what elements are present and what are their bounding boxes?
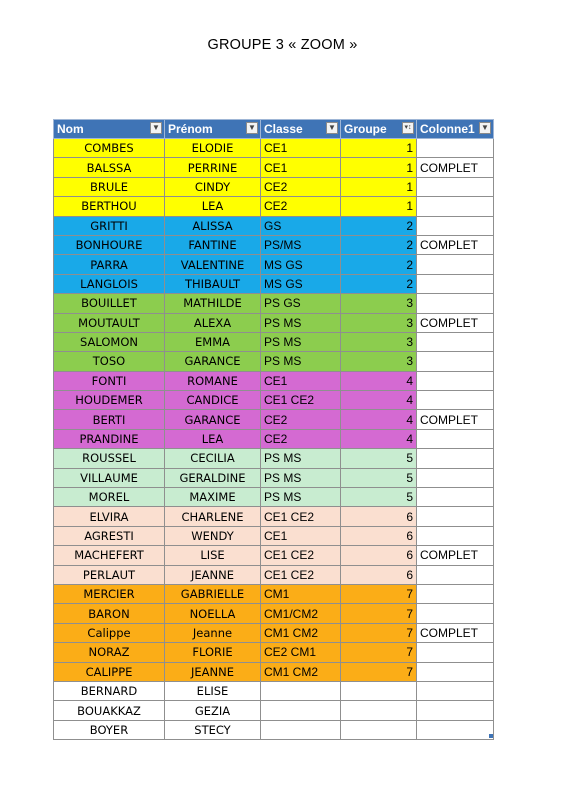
cell-col5[interactable] [417, 584, 494, 603]
cell-col5[interactable] [417, 526, 494, 545]
cell-prenom[interactable]: VALENTINE [165, 255, 261, 274]
cell-groupe[interactable]: 3 [341, 294, 417, 313]
cell-prenom[interactable]: GABRIELLE [165, 584, 261, 603]
cell-groupe[interactable]: 6 [341, 565, 417, 584]
cell-classe[interactable]: MS GS [261, 274, 341, 293]
cell-col5[interactable] [417, 332, 494, 351]
table-row [54, 488, 494, 507]
cell-classe[interactable]: PS GS [261, 294, 341, 313]
cell-classe[interactable] [261, 701, 341, 720]
table-row [54, 158, 494, 177]
table-row [54, 177, 494, 196]
cell-classe[interactable]: PS MS [261, 352, 341, 371]
cell-prenom[interactable]: WENDY [165, 526, 261, 545]
table-row [54, 391, 494, 410]
cell-groupe[interactable]: 5 [341, 488, 417, 507]
cell-groupe[interactable]: 7 [341, 604, 417, 623]
cell-nom[interactable]: PRANDINE [54, 429, 165, 448]
cell-classe[interactable] [261, 720, 341, 739]
cell-prenom[interactable]: CECILIA [165, 449, 261, 468]
table-row [54, 139, 494, 158]
cell-groupe[interactable]: 6 [341, 546, 417, 565]
cell-prenom[interactable]: JEANNE [165, 565, 261, 584]
cell-nom[interactable]: BALSSA [54, 158, 165, 177]
cell-classe[interactable]: PS MS [261, 468, 341, 487]
table-row [54, 662, 494, 681]
cell-classe[interactable]: CE2 CM1 [261, 643, 341, 662]
cell-col5[interactable]: COMPLET [417, 235, 494, 254]
table-row [54, 235, 494, 254]
filter-dropdown-icon[interactable]: ▼ [326, 122, 338, 134]
cell-col5[interactable] [417, 468, 494, 487]
cell-prenom[interactable]: ALISSA [165, 216, 261, 235]
cell-prenom[interactable]: ROMANE [165, 371, 261, 390]
table-row [54, 681, 494, 700]
cell-classe[interactable]: GS [261, 216, 341, 235]
cell-prenom[interactable]: STECY [165, 720, 261, 739]
cell-classe[interactable]: CE1 [261, 526, 341, 545]
cell-prenom[interactable]: CHARLENE [165, 507, 261, 526]
cell-col5[interactable] [417, 255, 494, 274]
cell-nom[interactable]: LANGLOIS [54, 274, 165, 293]
spreadsheet-table [53, 119, 494, 740]
cell-groupe[interactable]: 2 [341, 235, 417, 254]
cell-nom[interactable]: BERNARD [54, 681, 165, 700]
table-row [54, 701, 494, 720]
table-row [54, 332, 494, 351]
cell-prenom[interactable]: LISE [165, 546, 261, 565]
cell-prenom[interactable]: JEANNE [165, 662, 261, 681]
cell-groupe[interactable]: 3 [341, 352, 417, 371]
cell-nom[interactable]: ELVIRA [54, 507, 165, 526]
cell-nom[interactable]: BOUILLET [54, 294, 165, 313]
cell-classe[interactable]: CE2 [261, 177, 341, 196]
header-label: Prénom [168, 122, 213, 136]
table-row [54, 313, 494, 332]
cell-prenom[interactable]: ELODIE [165, 139, 261, 158]
cell-groupe[interactable]: 1 [341, 158, 417, 177]
cell-classe[interactable]: CM1 CM2 [261, 623, 341, 642]
cell-col5[interactable] [417, 701, 494, 720]
table-row [54, 526, 494, 545]
cell-nom[interactable]: TOSO [54, 352, 165, 371]
header-label: Colonne1 [420, 122, 475, 136]
table-row [54, 371, 494, 390]
cell-nom[interactable]: GRITTI [54, 216, 165, 235]
cell-prenom[interactable]: MATHILDE [165, 294, 261, 313]
table-row [54, 584, 494, 603]
cell-col5[interactable] [417, 662, 494, 681]
cell-nom[interactable]: AGRESTI [54, 526, 165, 545]
cell-groupe[interactable] [341, 720, 417, 739]
cell-prenom[interactable]: MAXIME [165, 488, 261, 507]
cell-groupe[interactable]: 7 [341, 643, 417, 662]
cell-groupe[interactable]: 2 [341, 216, 417, 235]
cell-prenom[interactable]: FANTINE [165, 235, 261, 254]
cell-col5[interactable] [417, 139, 494, 158]
cell-groupe[interactable]: 7 [341, 584, 417, 603]
header-groupe [341, 120, 417, 139]
cell-groupe[interactable]: 2 [341, 255, 417, 274]
cell-classe[interactable]: CE1 [261, 371, 341, 390]
table-resize-handle[interactable] [489, 734, 493, 738]
cell-prenom[interactable]: CANDICE [165, 391, 261, 410]
header-label: Classe [264, 122, 303, 136]
table-row [54, 468, 494, 487]
cell-groupe[interactable]: 6 [341, 526, 417, 545]
cell-classe[interactable]: CE2 [261, 410, 341, 429]
table-row [54, 352, 494, 371]
cell-prenom[interactable]: Jeanne [165, 623, 261, 642]
table-row [54, 410, 494, 429]
cell-prenom[interactable]: FLORIE [165, 643, 261, 662]
cell-col5[interactable]: COMPLET [417, 546, 494, 565]
cell-nom[interactable]: SALOMON [54, 332, 165, 351]
cell-classe[interactable]: CE1 CE2 [261, 546, 341, 565]
cell-groupe[interactable]: 4 [341, 391, 417, 410]
cell-classe[interactable]: CM1 CM2 [261, 662, 341, 681]
header-label: Nom [57, 122, 84, 136]
cell-col5[interactable] [417, 449, 494, 468]
cell-prenom[interactable]: LEA [165, 197, 261, 216]
cell-classe[interactable]: PS/MS [261, 235, 341, 254]
cell-prenom[interactable]: CINDY [165, 177, 261, 196]
cell-groupe[interactable]: 3 [341, 332, 417, 351]
table-body [54, 139, 494, 740]
filter-dropdown-icon[interactable]: ▼ [479, 122, 491, 134]
cell-classe[interactable]: MS GS [261, 255, 341, 274]
table-row [54, 255, 494, 274]
cell-nom[interactable]: MACHEFERT [54, 546, 165, 565]
cell-prenom[interactable]: THIBAULT [165, 274, 261, 293]
cell-nom[interactable]: BERTHOU [54, 197, 165, 216]
cell-col5[interactable]: COMPLET [417, 410, 494, 429]
cell-col5[interactable]: COMPLET [417, 313, 494, 332]
cell-col5[interactable] [417, 507, 494, 526]
table-row [54, 449, 494, 468]
table-row [54, 197, 494, 216]
cell-classe[interactable]: PS MS [261, 313, 341, 332]
header-classe [261, 120, 341, 139]
cell-groupe[interactable]: 2 [341, 274, 417, 293]
cell-col5[interactable] [417, 197, 494, 216]
cell-groupe[interactable]: 1 [341, 177, 417, 196]
filter-dropdown-icon[interactable]: ▼ [246, 122, 258, 134]
cell-classe[interactable]: CE1 [261, 158, 341, 177]
cell-prenom[interactable]: LEA [165, 429, 261, 448]
cell-prenom[interactable]: PERRINE [165, 158, 261, 177]
cell-nom[interactable]: NORAZ [54, 643, 165, 662]
cell-classe[interactable]: CE1 CE2 [261, 565, 341, 584]
cell-groupe[interactable]: 7 [341, 662, 417, 681]
cell-prenom[interactable]: NOELLA [165, 604, 261, 623]
cell-col5[interactable]: COMPLET [417, 623, 494, 642]
cell-prenom[interactable]: GARANCE [165, 352, 261, 371]
header-label: Groupe [344, 122, 387, 136]
cell-classe[interactable]: CM1/CM2 [261, 604, 341, 623]
table-row [54, 720, 494, 739]
cell-classe[interactable]: PS MS [261, 449, 341, 468]
cell-groupe[interactable]: 3 [341, 313, 417, 332]
cell-groupe[interactable]: 4 [341, 371, 417, 390]
cell-prenom[interactable]: ALEXA [165, 313, 261, 332]
cell-classe[interactable] [261, 681, 341, 700]
cell-col5[interactable] [417, 274, 494, 293]
table-row [54, 546, 494, 565]
cell-prenom[interactable]: GERALDINE [165, 468, 261, 487]
cell-col5[interactable] [417, 216, 494, 235]
table-row [54, 294, 494, 313]
cell-nom[interactable]: Calippe [54, 623, 165, 642]
cell-col5[interactable] [417, 565, 494, 584]
cell-nom[interactable]: BERTI [54, 410, 165, 429]
cell-classe[interactable]: PS MS [261, 488, 341, 507]
cell-classe[interactable]: CE2 [261, 429, 341, 448]
cell-prenom[interactable]: GARANCE [165, 410, 261, 429]
cell-col5[interactable]: COMPLET [417, 158, 494, 177]
cell-classe[interactable]: CE1 CE2 [261, 391, 341, 410]
cell-classe[interactable]: CM1 [261, 584, 341, 603]
table-row [54, 604, 494, 623]
cell-col5[interactable] [417, 488, 494, 507]
table-row [54, 274, 494, 293]
table-row [54, 507, 494, 526]
cell-col5[interactable] [417, 352, 494, 371]
cell-col5[interactable] [417, 429, 494, 448]
cell-col5[interactable] [417, 294, 494, 313]
header-colonne1 [417, 120, 494, 139]
cell-groupe[interactable] [341, 681, 417, 700]
cell-classe[interactable]: PS MS [261, 332, 341, 351]
cell-groupe[interactable]: 1 [341, 139, 417, 158]
cell-nom[interactable]: CALIPPE [54, 662, 165, 681]
cell-groupe[interactable]: 7 [341, 623, 417, 642]
filter-dropdown-icon[interactable]: ▼ [150, 122, 162, 134]
cell-nom[interactable]: MOREL [54, 488, 165, 507]
cell-groupe[interactable]: 6 [341, 507, 417, 526]
cell-groupe[interactable]: 4 [341, 429, 417, 448]
cell-classe[interactable]: CE1 [261, 139, 341, 158]
cell-classe[interactable]: CE2 [261, 197, 341, 216]
cell-nom[interactable]: VILLAUME [54, 468, 165, 487]
cell-col5[interactable] [417, 643, 494, 662]
header-nom [54, 120, 165, 139]
cell-nom[interactable]: PARRA [54, 255, 165, 274]
cell-col5[interactable] [417, 177, 494, 196]
cell-col5[interactable] [417, 720, 494, 739]
cell-nom[interactable]: COMBES [54, 139, 165, 158]
cell-col5[interactable] [417, 371, 494, 390]
cell-nom[interactable]: PERLAUT [54, 565, 165, 584]
cell-prenom[interactable]: GEZIA [165, 701, 261, 720]
table-row [54, 429, 494, 448]
cell-nom[interactable]: FONTI [54, 371, 165, 390]
header-prenom [165, 120, 261, 139]
table-row [54, 565, 494, 584]
cell-nom[interactable]: HOUDEMER [54, 391, 165, 410]
cell-nom[interactable]: MOUTAULT [54, 313, 165, 332]
cell-nom[interactable]: BOUAKKAZ [54, 701, 165, 720]
cell-nom[interactable]: ROUSSEL [54, 449, 165, 468]
cell-col5[interactable] [417, 681, 494, 700]
cell-groupe[interactable]: 4 [341, 410, 417, 429]
cell-groupe[interactable]: 5 [341, 468, 417, 487]
cell-groupe[interactable]: 1 [341, 197, 417, 216]
cell-prenom[interactable]: EMMA [165, 332, 261, 351]
cell-nom[interactable]: BONHOURE [54, 235, 165, 254]
cell-groupe[interactable]: 5 [341, 449, 417, 468]
table-row [54, 643, 494, 662]
student-groups-table [53, 119, 494, 740]
page-title: GROUPE 3 « ZOOM » [207, 37, 358, 53]
cell-col5[interactable] [417, 391, 494, 410]
cell-classe[interactable]: CE1 CE2 [261, 507, 341, 526]
table-row [54, 623, 494, 642]
cell-nom[interactable]: BARON [54, 604, 165, 623]
cell-col5[interactable] [417, 604, 494, 623]
cell-prenom[interactable]: ELISE [165, 681, 261, 700]
cell-nom[interactable]: BOYER [54, 720, 165, 739]
cell-groupe[interactable] [341, 701, 417, 720]
cell-nom[interactable]: BRULE [54, 177, 165, 196]
header-row [54, 120, 494, 139]
sort-filter-icon[interactable]: ▾↕ [402, 122, 414, 134]
cell-nom[interactable]: MERCIER [54, 584, 165, 603]
table-row [54, 216, 494, 235]
